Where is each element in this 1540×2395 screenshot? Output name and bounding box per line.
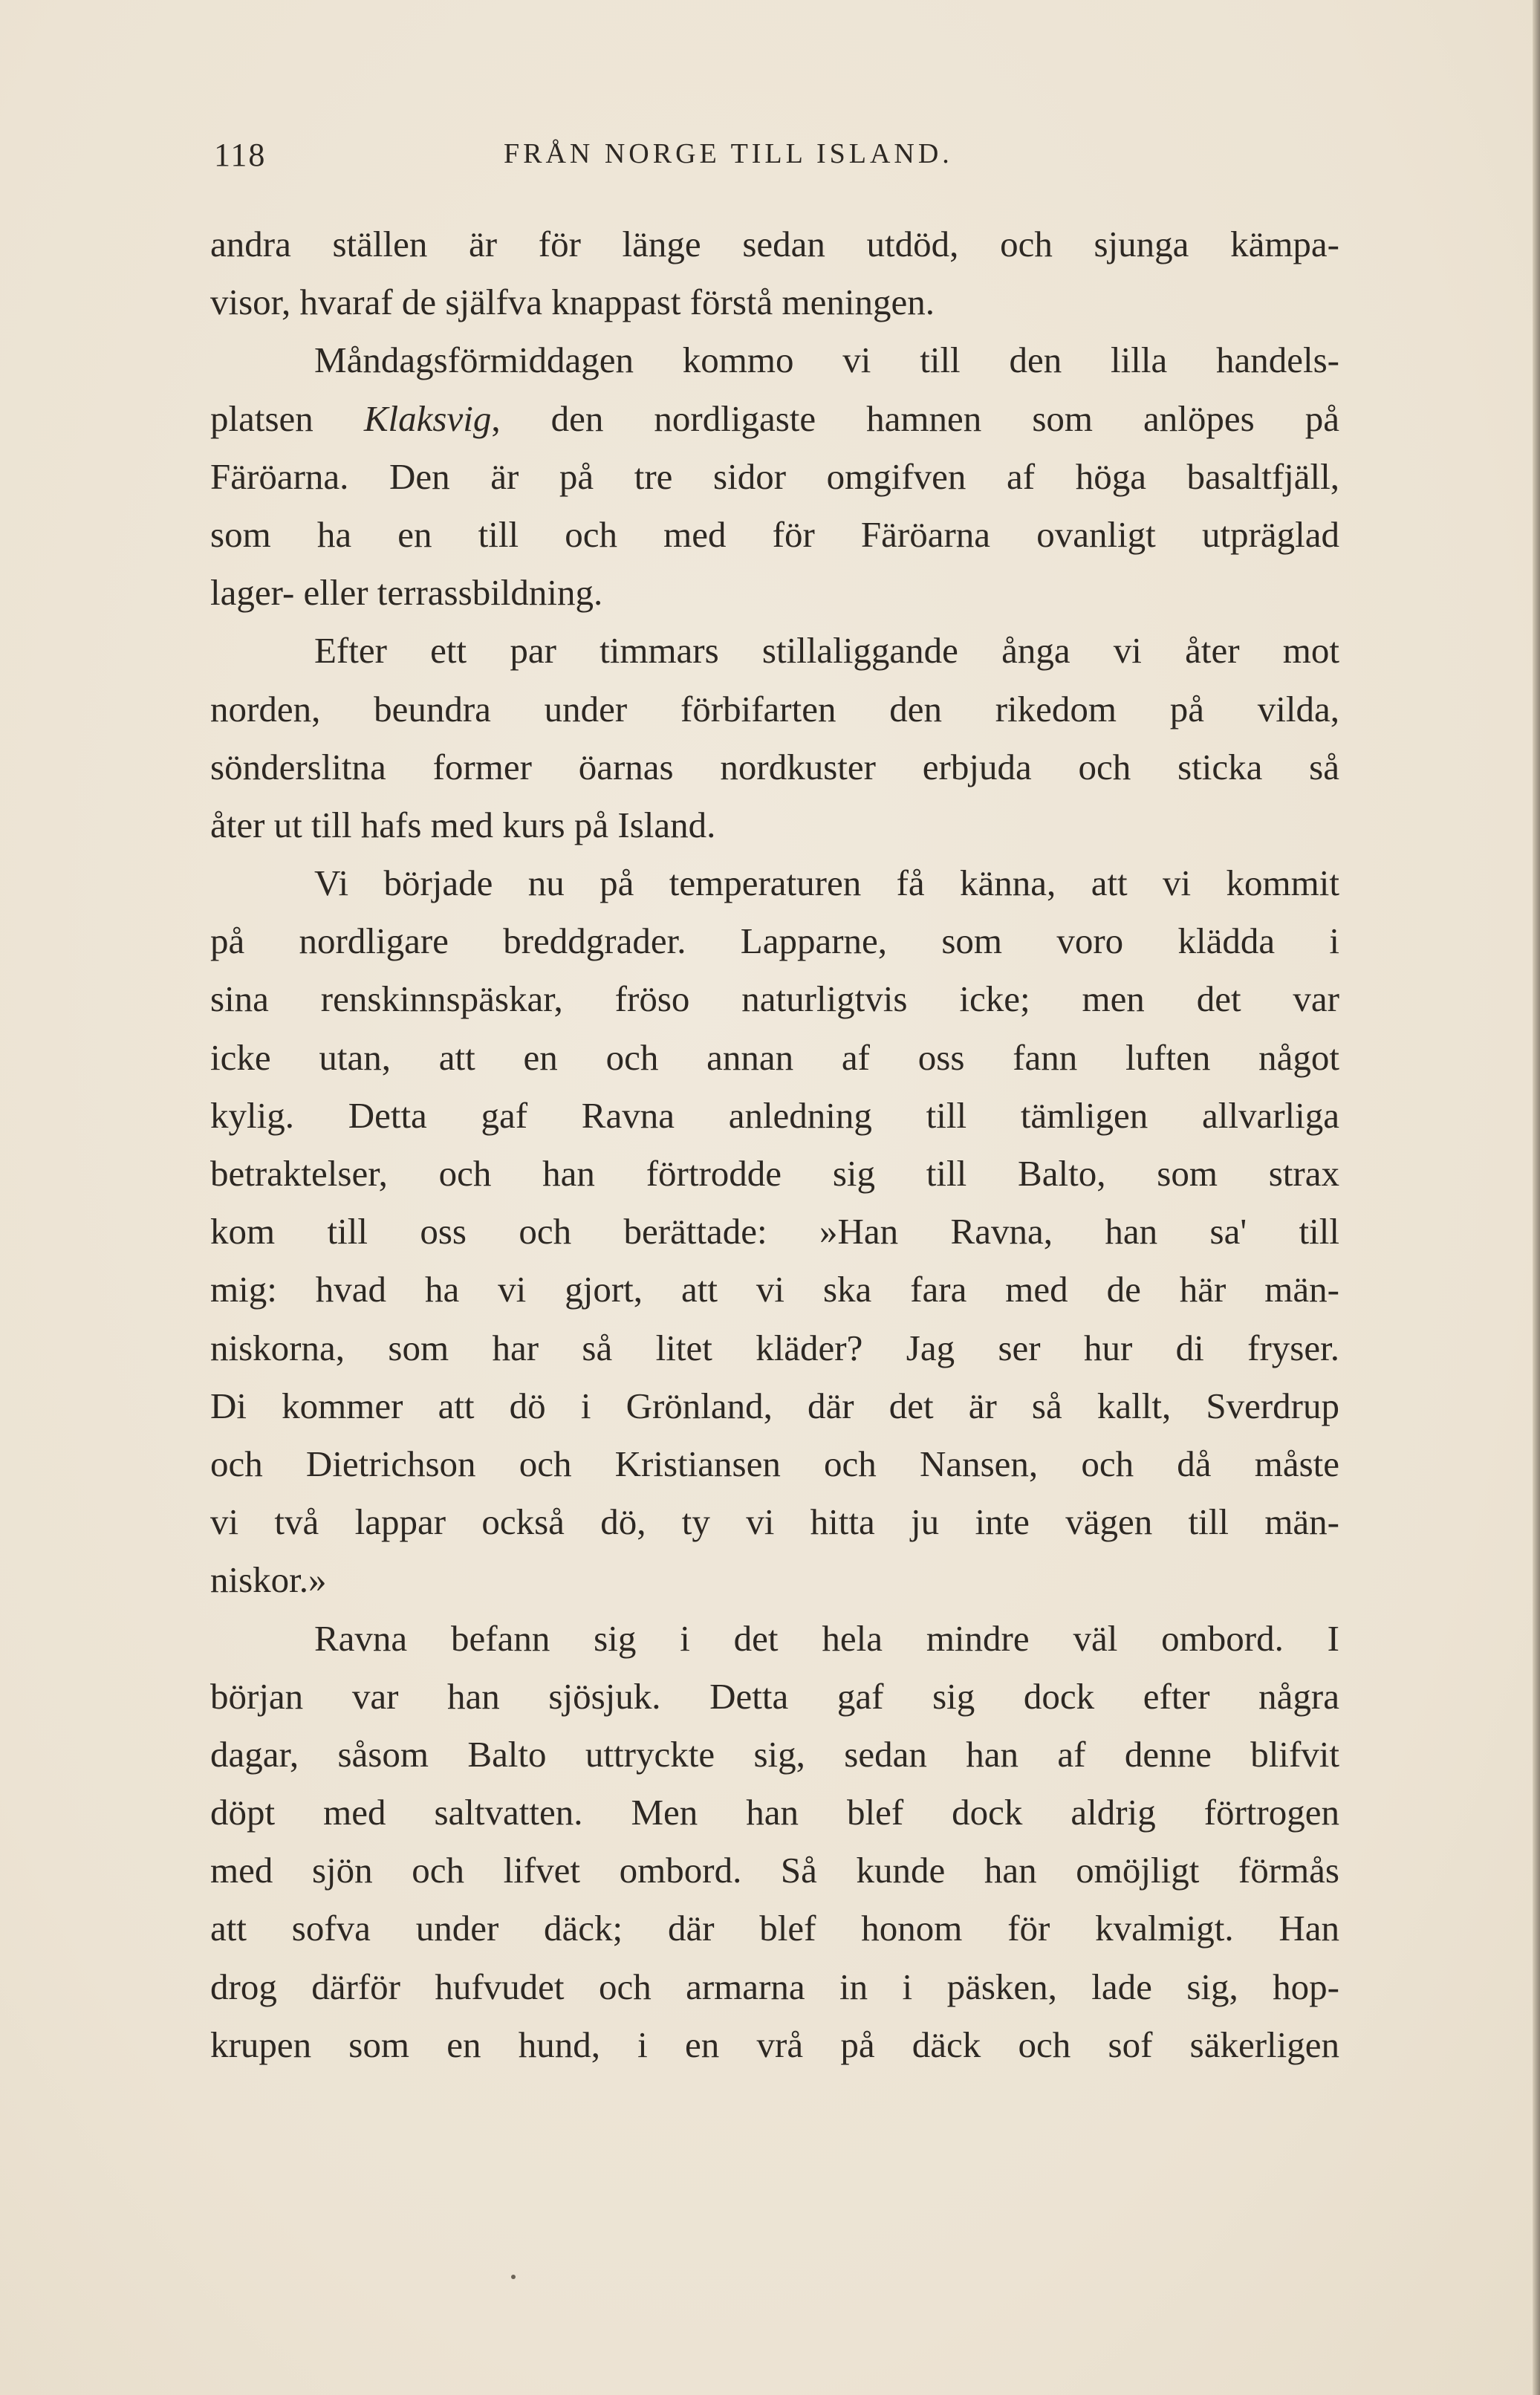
running-title: FRÅN NORGE TILL ISLAND. xyxy=(504,138,953,169)
text-line: mig: hvad ha vi gjort, att vi ska fara med de här män- xyxy=(210,1269,1339,1310)
text-line: visor, hvaraf de själfva knappast förstå meningen. xyxy=(210,282,935,323)
text-line: med sjön och lifvet ombord. Så kunde han omöjligt förmås xyxy=(210,1850,1339,1891)
text-segment: , den nordligaste hamnen som anlöpes på xyxy=(491,397,1339,439)
text-line: norden, beundra under förbifarten den rikedom på vilda, xyxy=(210,688,1339,729)
page-header xyxy=(214,136,1343,181)
text-line: dagar, såsom Balto uttryckte sig, sedan han af denne blifvit xyxy=(210,1733,1339,1775)
text-segment: platsen xyxy=(210,397,364,439)
text-line: Di kommer att dö i Grönland, där det är så kallt, Sverdrup xyxy=(210,1385,1339,1426)
text-line: drog därför hufvudet och armarna in i päsken, lade sig, hop- xyxy=(210,1966,1339,2007)
text-line: kom till oss och berättade: »Han Ravna, han sa' till xyxy=(210,1211,1339,1252)
text-line: betraktelser, och han förtrodde sig till Balto, som strax xyxy=(210,1153,1339,1194)
text-line: åter ut till hafs med kurs på Island. xyxy=(210,804,716,845)
text-line: krupen som en hund, i en vrå på däck och sof säkerligen xyxy=(210,2024,1339,2065)
body-text xyxy=(210,215,1339,2074)
text-line: lager- eller terrassbildning. xyxy=(210,572,603,614)
text-line: och Dietrichson och Kristiansen och Nansen, och då måste xyxy=(210,1443,1339,1484)
text-line: kylig. Detta gaf Ravna anledning till tämligen allvarliga xyxy=(210,1094,1339,1136)
text-line: som ha en till och med för Färöarna ovanligt utpräglad xyxy=(210,513,1339,555)
text-line: sönderslitna former öarnas nordkuster erbjuda och sticka så xyxy=(210,746,1339,787)
text-line: Vi började nu på temperaturen få känna, att vi kommit xyxy=(314,862,1339,904)
text-line xyxy=(210,390,1339,448)
place-name-italic: Klaksvig xyxy=(363,397,492,439)
text-line: Färöarna. Den är på tre sidor omgifven af höga basaltfjäll, xyxy=(210,455,1339,497)
page-edge-shadow xyxy=(1533,0,1540,2395)
text-line: Efter ett par timmars stillaliggande ånga vi åter mot xyxy=(314,630,1339,672)
text-line: att sofva under däck; där blef honom för kvalmigt. Han xyxy=(210,1908,1339,1949)
text-line: vi två lappar också dö, ty vi hitta ju inte vägen till män- xyxy=(210,1501,1339,1543)
text-line: sina renskinnspäskar, fröso naturligtvis icke; men det var xyxy=(210,978,1339,1020)
text-line: Ravna befann sig i det hela mindre väl ombord. I xyxy=(314,1617,1339,1659)
text-line: andra ställen är för länge sedan utdöd, och sjunga kämpa- xyxy=(210,224,1339,264)
page-number: 118 xyxy=(214,137,267,173)
text-line: döpt med saltvatten. Men han blef dock aldrig förtrogen xyxy=(210,1792,1339,1833)
text-line: Måndagsförmiddagen kommo vi till den lilla handels- xyxy=(314,339,1339,381)
text-line: början var han sjösjuk. Detta gaf sig dock efter några xyxy=(210,1675,1339,1717)
text-line: niskor.» xyxy=(210,1559,327,1601)
text-line: niskorna, som har så litet kläder? Jag ser hur di fryser. xyxy=(210,1327,1339,1368)
text-line: icke utan, att en och annan af oss fann luften något xyxy=(210,1036,1339,1078)
paper-speck xyxy=(511,2275,516,2279)
text-line: på nordligare breddgrader. Lapparne, som voro klädda i xyxy=(210,920,1339,962)
